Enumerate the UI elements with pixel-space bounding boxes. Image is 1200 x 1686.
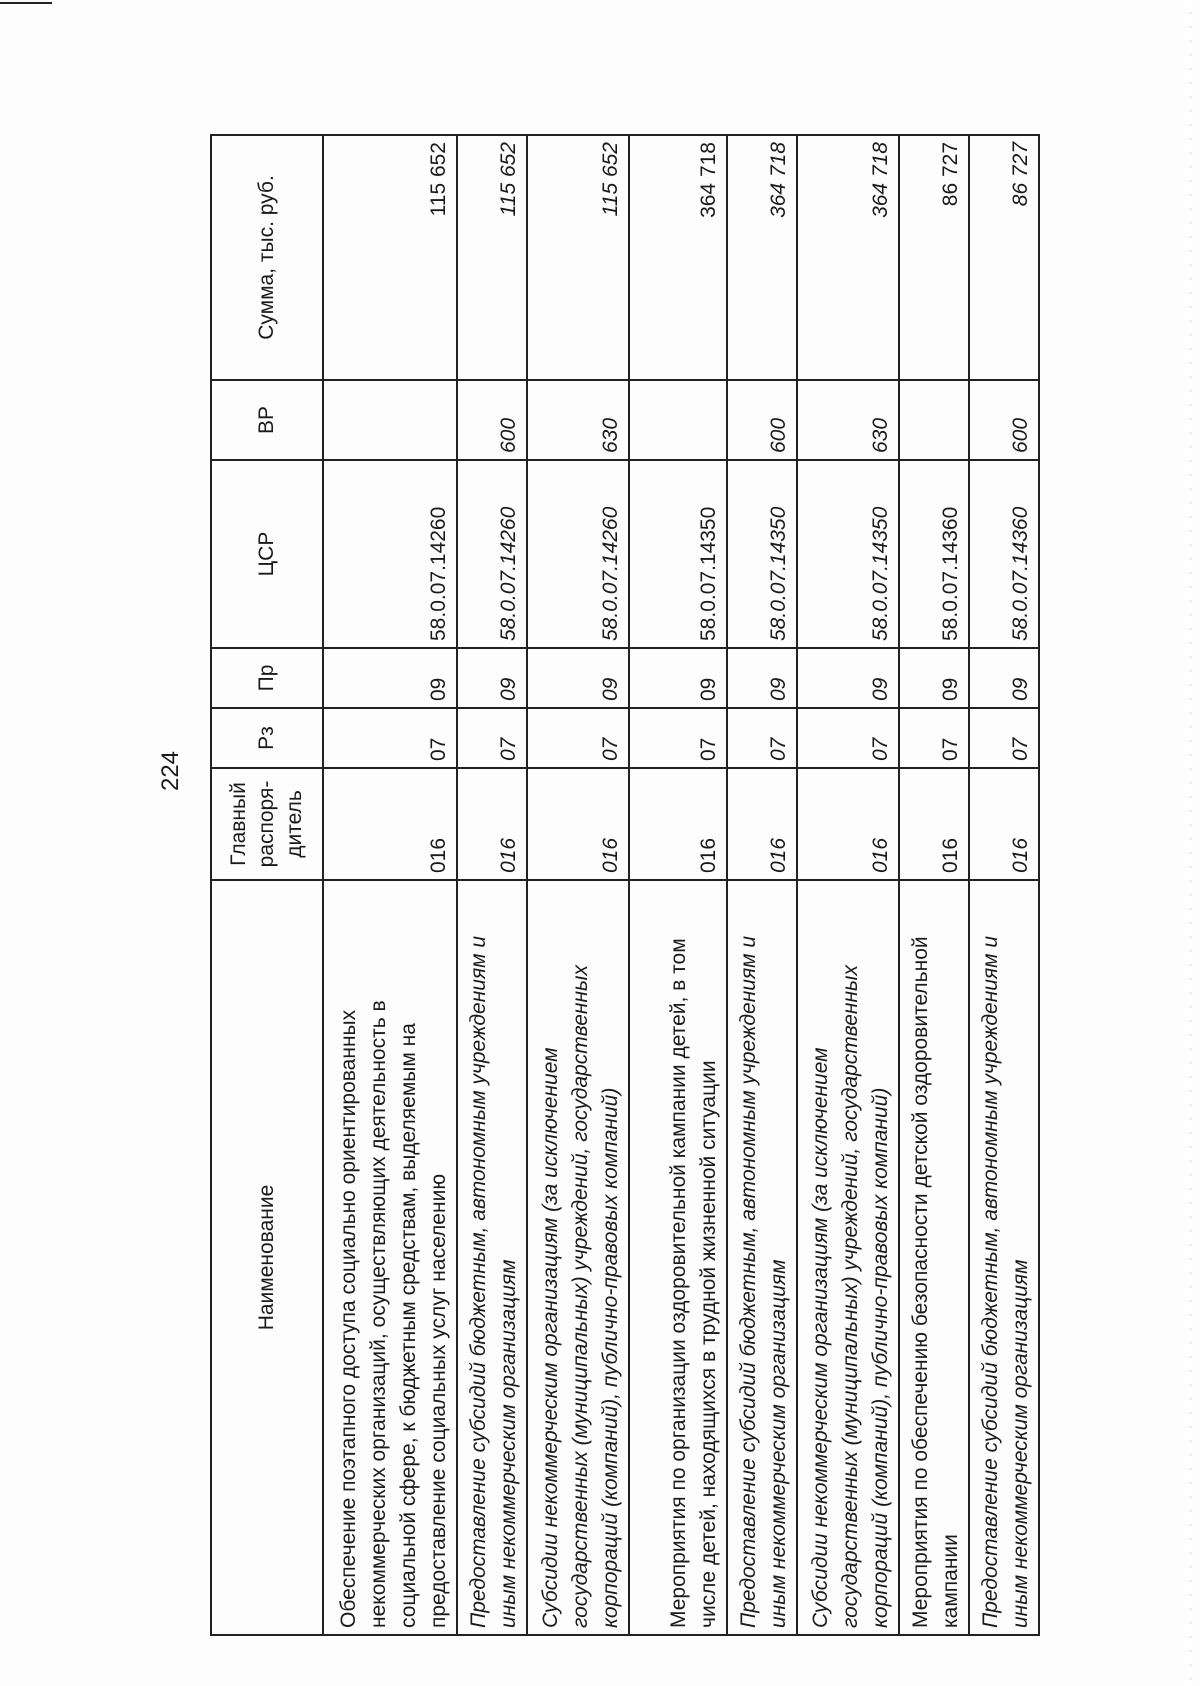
row-vr — [323, 380, 457, 460]
row-sum: 86 727 — [899, 135, 969, 380]
row-rz: 07 — [797, 708, 899, 768]
row-name: Субсидии некоммерческим организациям (за исключением государственных (муниципальных) учреждений, государственных корпораций (компаний), публично-правовых компаний) — [797, 880, 899, 1635]
row-pr: 09 — [969, 648, 1039, 708]
row-vr: 600 — [457, 380, 527, 460]
row-vr: 630 — [797, 380, 899, 460]
row-vr: 600 — [727, 380, 797, 460]
row-name: Мероприятия по обеспечению безопасности детской оздоровительной кампании — [899, 880, 969, 1635]
row-vr: 630 — [527, 380, 629, 460]
header-vr: ВР — [211, 380, 323, 460]
row-vr — [629, 380, 727, 460]
row-sum: 115 652 — [323, 135, 457, 380]
row-name: Предоставление субсидий бюджетным, автономным учреждениям и иным некоммерческим организациям — [727, 880, 797, 1635]
table-row — [969, 135, 1039, 1635]
row-name: Обеспечение поэтапного доступа социально ориентированных некоммерческих организаций, осуществляющих деятельность в социальной сфере, к бюджетным средствам, выделяемым на предоставление социальных услуг населению — [323, 880, 457, 1635]
row-gr: 016 — [899, 768, 969, 880]
row-csr: 58.0.07.14350 — [629, 460, 727, 648]
row-gr: 016 — [323, 768, 457, 880]
row-name: Субсидии некоммерческим организациям (за исключением государственных (муниципальных) учреждений, государственных корпораций (компаний), публично-правовых компаний) — [527, 880, 629, 1635]
rotated-content — [150, 136, 1032, 1636]
row-pr: 09 — [899, 648, 969, 708]
header-rz: Рз — [211, 708, 323, 768]
row-gr: 016 — [727, 768, 797, 880]
row-gr: 016 — [457, 768, 527, 880]
row-csr: 58.0.07.14360 — [969, 460, 1039, 648]
row-pr: 09 — [323, 648, 457, 708]
row-pr: 09 — [727, 648, 797, 708]
table-row — [797, 135, 899, 1635]
row-pr: 09 — [797, 648, 899, 708]
header-gr: Главный распоря-дитель — [211, 768, 323, 880]
table-row — [527, 135, 629, 1635]
row-gr: 016 — [629, 768, 727, 880]
row-csr: 58.0.07.14260 — [323, 460, 457, 648]
scan-edge-artifact — [1189, 0, 1192, 1686]
row-csr: 58.0.07.14260 — [457, 460, 527, 648]
header-sum: Сумма, тыс. руб. — [211, 135, 323, 380]
header-csr: ЦСР — [211, 460, 323, 648]
row-rz: 07 — [629, 708, 727, 768]
row-sum: 115 652 — [457, 135, 527, 380]
table-row — [899, 135, 969, 1635]
row-gr: 016 — [969, 768, 1039, 880]
row-csr: 58.0.07.14350 — [797, 460, 899, 648]
row-csr: 58.0.07.14260 — [527, 460, 629, 648]
row-gr: 016 — [797, 768, 899, 880]
row-sum: 115 652 — [527, 135, 629, 380]
row-csr: 58.0.07.14360 — [899, 460, 969, 648]
row-rz: 07 — [457, 708, 527, 768]
row-vr: 600 — [969, 380, 1039, 460]
row-csr: 58.0.07.14350 — [727, 460, 797, 648]
row-name: Мероприятия по организации оздоровительной кампании детей, в том числе детей, находящихся в трудной жизненной ситуации — [629, 880, 727, 1635]
row-vr — [899, 380, 969, 460]
row-rz: 07 — [527, 708, 629, 768]
table-row — [457, 135, 527, 1635]
header-pr: Пр — [211, 648, 323, 708]
row-name: Предоставление субсидий бюджетным, автономным учреждениям и иным некоммерческим организациям — [969, 880, 1039, 1635]
row-sum: 364 718 — [629, 135, 727, 380]
row-sum: 364 718 — [797, 135, 899, 380]
table-header-row — [211, 135, 323, 1635]
table-row — [727, 135, 797, 1635]
row-rz: 07 — [899, 708, 969, 768]
row-rz: 07 — [323, 708, 457, 768]
scan-corner-mark — [0, 2, 52, 4]
row-name: Предоставление субсидий бюджетным, автономным учреждениям и иным некоммерческим организациям — [457, 880, 527, 1635]
row-rz: 07 — [727, 708, 797, 768]
row-rz: 07 — [969, 708, 1039, 768]
row-sum: 86 727 — [969, 135, 1039, 380]
row-pr: 09 — [457, 648, 527, 708]
row-pr: 09 — [629, 648, 727, 708]
table-row — [323, 135, 457, 1635]
row-gr: 016 — [527, 768, 629, 880]
table-row — [629, 135, 727, 1635]
budget-table — [210, 134, 1040, 1636]
page-number: 224 — [157, 750, 184, 792]
table-body — [323, 135, 1039, 1635]
header-name: Наименование — [211, 880, 323, 1635]
row-pr: 09 — [527, 648, 629, 708]
row-sum: 364 718 — [727, 135, 797, 380]
